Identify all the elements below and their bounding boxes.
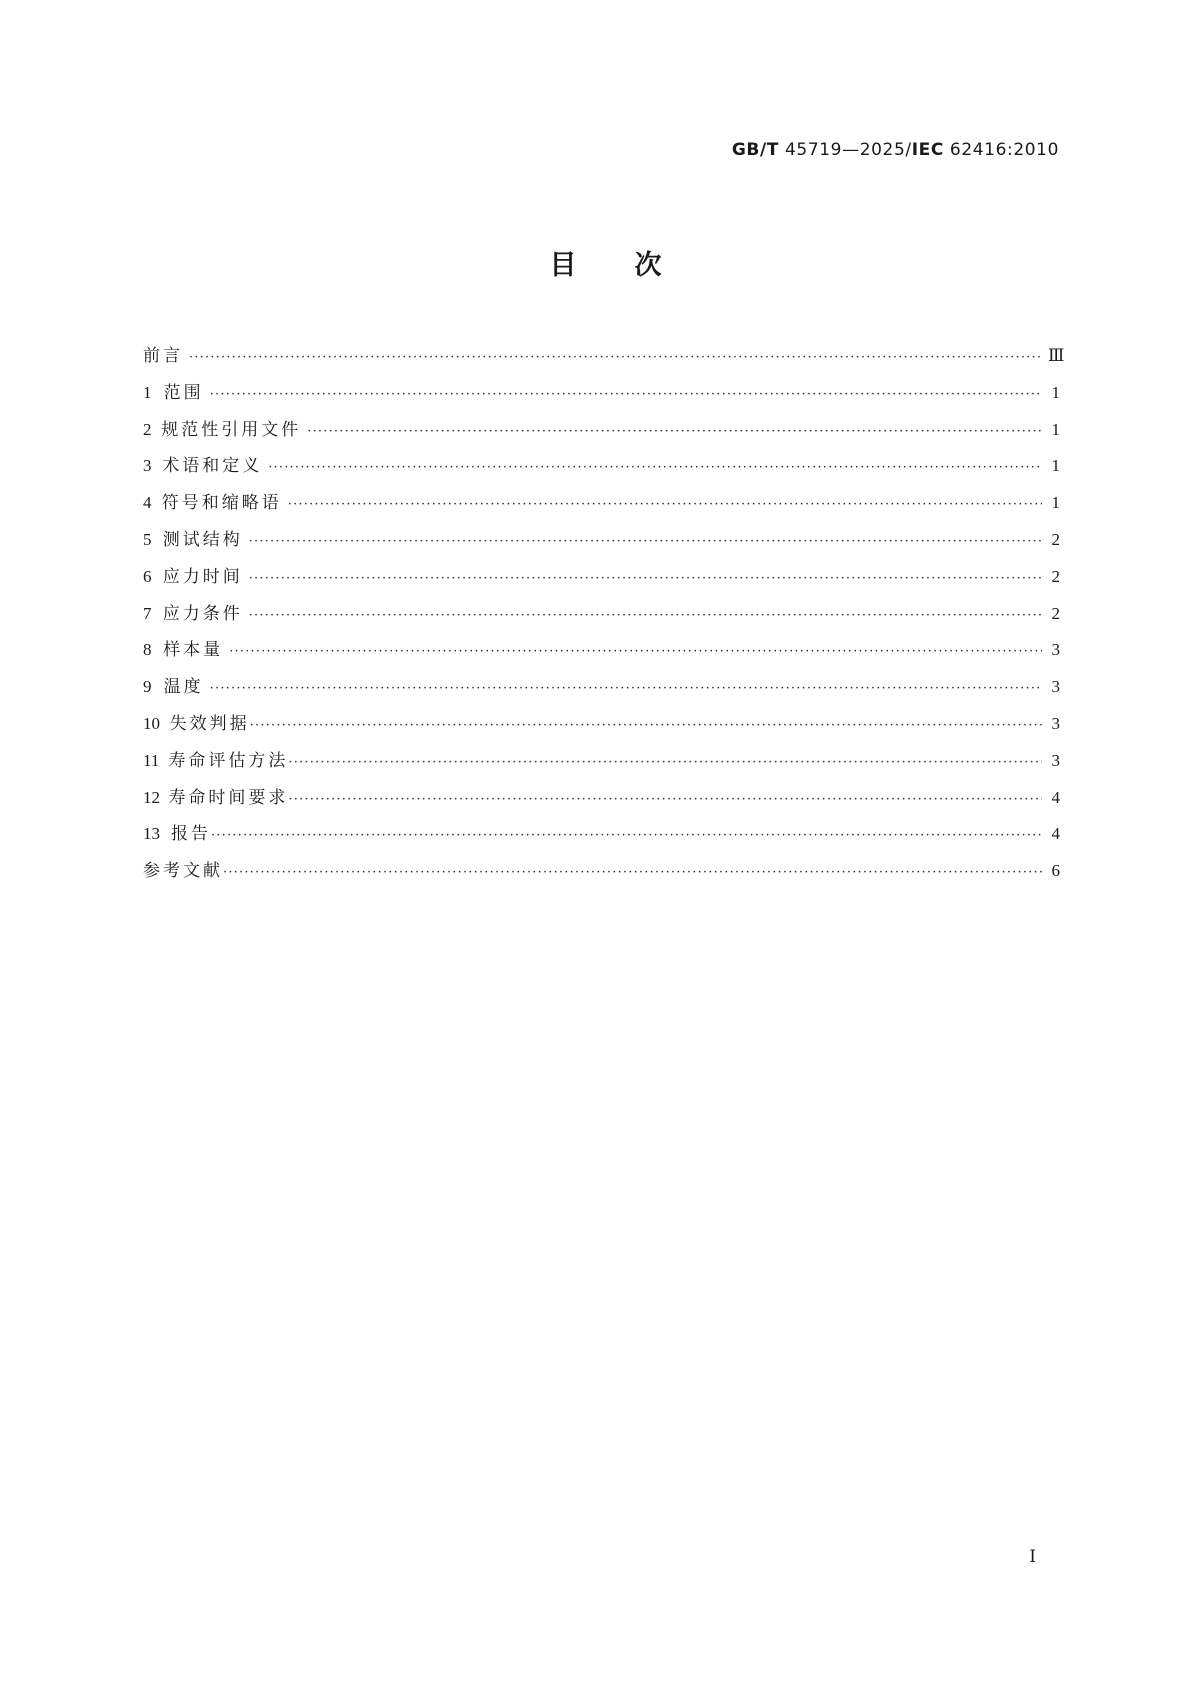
toc-entry-label: 参考文献 — [143, 861, 223, 882]
toc-entry-6[interactable] — [143, 562, 1060, 599]
toc-entry-number: 9 — [143, 677, 152, 697]
gbt-prefix: GB/T — [731, 140, 779, 160]
toc-entry-label: 应力条件 — [162, 603, 243, 624]
toc-entry-page: 4 — [1051, 824, 1060, 844]
toc-dot-leader — [307, 424, 1042, 439]
iec-prefix: IEC — [911, 140, 944, 160]
toc-entry-8[interactable] — [143, 635, 1060, 672]
toc-entry-10[interactable] — [143, 709, 1060, 746]
toc-entry-label: 前言 — [143, 346, 183, 366]
toc-entry-label: 报告 — [170, 824, 211, 845]
toc-entry-number: 10 — [143, 713, 160, 733]
standard-code-header — [732, 140, 1059, 160]
toc-entry-page: 1 — [1051, 456, 1060, 476]
toc-dot-leader — [249, 534, 1042, 549]
gbt-number: 45719—2025/ — [785, 140, 912, 160]
toc-entry-number: 6 — [143, 566, 152, 586]
toc-entry-label: 测试结构 — [162, 529, 243, 550]
toc-entry-page: 1 — [1051, 419, 1060, 439]
toc-title: 目次 — [549, 250, 720, 281]
toc-dot-leader — [249, 608, 1042, 623]
toc-entry-4[interactable] — [143, 488, 1060, 525]
toc-entry-1[interactable] — [143, 378, 1060, 415]
toc-entry-page: 3 — [1051, 713, 1060, 733]
toc-entry-page: 2 — [1051, 566, 1060, 586]
toc-dot-leader — [268, 460, 1042, 475]
toc-entry-label: 术语和定义 — [162, 456, 263, 477]
toc-dot-leader — [210, 387, 1042, 402]
toc-entry-page: 2 — [1051, 529, 1060, 549]
toc-entry-page: 6 — [1051, 861, 1060, 881]
toc-entry-label: 范围 — [163, 382, 204, 403]
toc-entry-label: 样本量 — [163, 640, 224, 661]
toc-entry-number: 8 — [143, 640, 152, 660]
toc-dot-leader — [249, 571, 1042, 586]
toc-entry-number: 3 — [143, 456, 152, 476]
toc-dot-leader — [189, 350, 1042, 365]
toc-dot-leader — [250, 718, 1042, 733]
toc-dot-leader — [288, 497, 1042, 512]
toc-entry-7[interactable] — [143, 599, 1060, 636]
toc-entry-page: Ⅲ — [1048, 346, 1065, 365]
toc-entry-page: 4 — [1051, 787, 1060, 807]
toc-dot-leader — [288, 792, 1042, 807]
toc-dot-leader — [223, 865, 1042, 880]
toc-entry-label: 符号和缩略语 — [161, 493, 282, 514]
toc-entry-page: 3 — [1051, 750, 1060, 770]
toc-entry-page: 1 — [1051, 493, 1060, 513]
toc-entry-label: 失效判据 — [169, 713, 250, 734]
toc-entry-label: 寿命时间要求 — [168, 787, 289, 808]
toc-entry-number: 13 — [143, 824, 160, 844]
toc-dot-leader — [211, 828, 1042, 843]
toc-entry-label: 规范性引用文件 — [161, 419, 302, 440]
toc-entry-label: 应力时间 — [162, 566, 243, 587]
iec-number: 62416:2010 — [949, 140, 1059, 160]
toc-entry-11[interactable] — [143, 746, 1060, 783]
toc-entry-12[interactable] — [143, 783, 1060, 820]
toc-entry-page: 1 — [1051, 382, 1060, 402]
toc-entry-foreword[interactable] — [143, 341, 1065, 378]
toc-entry-page: 2 — [1051, 603, 1060, 623]
toc-entry-number: 1 — [143, 382, 152, 402]
toc-dot-leader — [210, 681, 1042, 696]
toc-entry-13[interactable] — [143, 819, 1060, 856]
toc-entry-number: 12 — [143, 787, 160, 807]
toc-entry-number: 2 — [143, 419, 152, 439]
page-number: Ⅰ — [1029, 1547, 1036, 1566]
toc-entry-9[interactable] — [143, 672, 1060, 709]
toc-dot-leader — [229, 644, 1042, 659]
toc-entry-label: 温度 — [163, 677, 204, 698]
toc-list — [143, 341, 1065, 893]
toc-entry-page: 3 — [1051, 640, 1060, 660]
toc-entry-number: 11 — [143, 750, 160, 770]
toc-entry-number: 5 — [143, 529, 152, 549]
toc-entry-page: 3 — [1051, 677, 1060, 697]
toc-dot-leader — [288, 755, 1042, 770]
toc-entry-2[interactable] — [143, 415, 1060, 452]
toc-entry-number: 7 — [143, 603, 152, 623]
toc-entry-5[interactable] — [143, 525, 1060, 562]
toc-entry-label: 寿命评估方法 — [168, 750, 289, 771]
toc-entry-bibliography[interactable] — [143, 856, 1060, 893]
toc-entry-number: 4 — [143, 493, 152, 513]
toc-entry-3[interactable] — [143, 451, 1060, 488]
